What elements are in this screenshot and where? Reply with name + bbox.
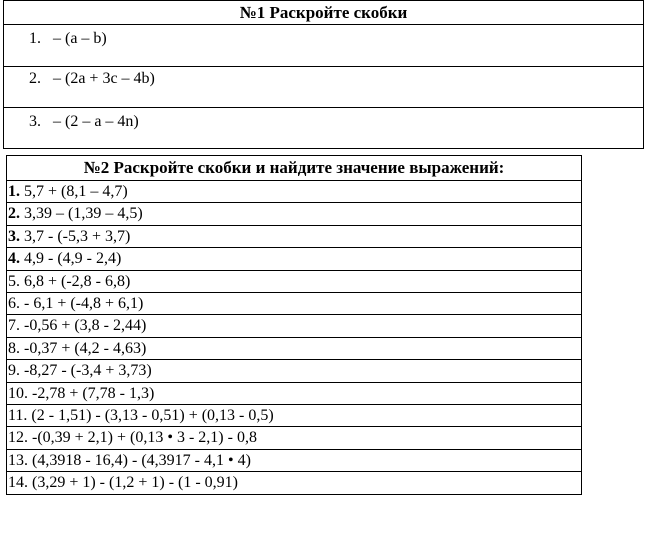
task1-row-3 bbox=[4, 108, 643, 148]
task2-item-number: 14. bbox=[8, 474, 28, 492]
task2-row bbox=[7, 248, 581, 270]
task2-row bbox=[7, 226, 581, 248]
task1-title-text: №1 Раскройте скобки bbox=[239, 3, 408, 22]
task1-row-2 bbox=[4, 67, 643, 108]
task2-table bbox=[6, 155, 582, 495]
task2-item-expression: 5,7 + (8,1 – 4,7) bbox=[20, 183, 128, 200]
task1-table bbox=[3, 0, 644, 149]
task2-item-expression: (3,29 + 1) - (1,2 + 1) - (1 - 0,91) bbox=[28, 474, 238, 492]
task1-item-number: 3. bbox=[29, 113, 41, 130]
task2-item-number: 2. bbox=[8, 205, 20, 223]
task1-item-expression: – (a – b) bbox=[53, 30, 107, 47]
task2-row bbox=[7, 181, 581, 203]
task2-row bbox=[7, 315, 581, 337]
task2-row bbox=[7, 405, 581, 427]
task2-item-number: 4. bbox=[8, 250, 20, 268]
task1-item-number: 2. bbox=[29, 70, 41, 87]
task2-item-expression: -(0,39 + 2,1) + (0,13 • 3 - 2,1) - 0,8 bbox=[28, 429, 257, 447]
task2-item-expression: (4,3918 - 16,4) - (4,3917 - 4,1 • 4) bbox=[28, 451, 251, 469]
task2-item-number: 9. bbox=[8, 362, 20, 380]
task2-row bbox=[7, 203, 581, 225]
task2-item-expression: 4,9 - (4,9 - 2,4) bbox=[20, 250, 122, 268]
task2-row bbox=[7, 271, 581, 293]
task2-item-expression: -0,56 + (3,8 - 2,44) bbox=[20, 317, 147, 335]
task1-title bbox=[4, 1, 643, 25]
task2-item-number: 7. bbox=[8, 317, 20, 335]
task2-title-text: №2 Раскройте скобки и найдите значение выражений: bbox=[83, 158, 505, 177]
task2-row bbox=[7, 450, 581, 472]
task2-item-expression: -0,37 + (4,2 - 4,63) bbox=[20, 339, 147, 357]
task2-item-expression: -8,27 - (-3,4 + 3,73) bbox=[20, 362, 152, 380]
task2-item-number: 5. bbox=[8, 272, 20, 290]
task2-item-number: 3. bbox=[8, 227, 20, 245]
task2-row bbox=[7, 383, 581, 405]
task2-item-expression: - 6,1 + (-4,8 + 6,1) bbox=[20, 294, 144, 312]
task2-item-number: 10. bbox=[8, 384, 28, 402]
task2-item-number: 12. bbox=[8, 429, 28, 447]
task1-item-expression: – (2a + 3c – 4b) bbox=[53, 70, 155, 87]
task2-item-number: 11. bbox=[8, 406, 28, 424]
task2-item-expression: (2 - 1,51) - (3,13 - 0,51) + (0,13 - 0,5) bbox=[27, 406, 274, 424]
task2-row bbox=[7, 360, 581, 382]
task2-item-expression: 3,39 – (1,39 – 4,5) bbox=[20, 205, 143, 223]
task2-title bbox=[7, 156, 581, 181]
task1-item-number: 1. bbox=[29, 30, 41, 47]
task2-row bbox=[7, 472, 581, 494]
task2-item-number: 13. bbox=[8, 451, 28, 469]
task1-row-1 bbox=[4, 25, 643, 67]
task2-item-number: 1. bbox=[8, 183, 20, 200]
task2-item-expression: -2,78 + (7,78 - 1,3) bbox=[28, 384, 155, 402]
task2-row bbox=[7, 293, 581, 315]
task2-row bbox=[7, 338, 581, 360]
task2-item-number: 8. bbox=[8, 339, 20, 357]
task1-item-expression: – (2 – a – 4n) bbox=[53, 113, 139, 130]
task2-item-expression: 6,8 + (-2,8 - 6,8) bbox=[20, 272, 131, 290]
task2-row bbox=[7, 427, 581, 449]
task2-item-expression: 3,7 - (-5,3 + 3,7) bbox=[20, 227, 131, 245]
task2-item-number: 6. bbox=[8, 294, 20, 312]
